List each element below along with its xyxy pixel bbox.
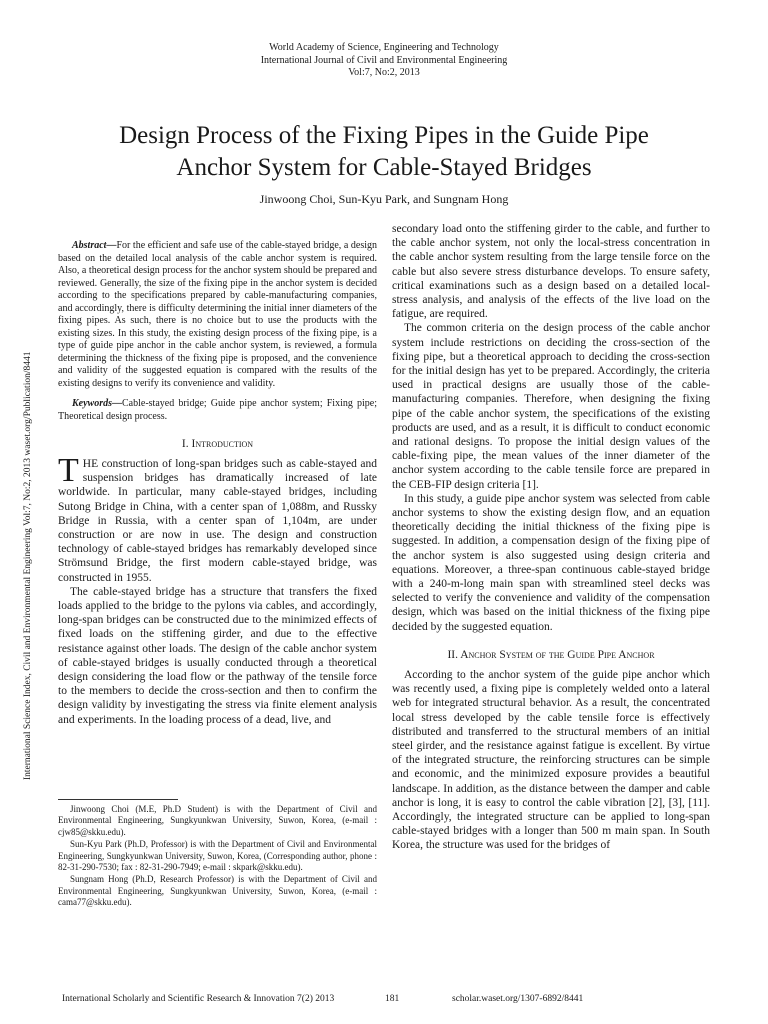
paper-title-line-2: Anchor System for Cable-Stayed Bridges (176, 154, 592, 181)
right-paragraph-4: According to the anchor system of the guide pipe anchor which was recently used, a fixing pipe is completely welded onto a lateral web for integrated structural behavior. As a result, the concentrated local stress developed by the cable tensile force is effectively distributed and transferred to the structural members of an initial steel girder, and the resistance against fatigue is excellent. By virtue of the integrated structure, the reinforcing structures can be simple and economic, and the minimized exposure provides a beautiful landscape. In addition, as the distance between the damper and cable anchor is long, it is easy to control the cable vibration [2], [3], [11]. Accordingly, the integrated structure can be applied to long-span cable-stayed bridges with a longer than 500 m main span. In South Korea, the structure was used for the bridges of (392, 668, 710, 852)
footnote-divider (58, 799, 178, 800)
right-column (392, 222, 710, 853)
footnote-author-2: Sun-Kyu Park (Ph.D, Professor) is with the Department of Civil and Environmental Engineering, Sungkyunkwan University, Suwon, Korea, (Corresponding author, phone : 82-31-290-7530; fax : 82-31-290-7949; e-mail : skpark@skku.edu). (58, 839, 377, 873)
abstract-text: For the efficient and safe use of the cable-stayed bridge, a design based on the detailed local analysis of the cable anchor system is required. Also, a theoretical design process for the anchor system should be prepared and reviewed. Generally, the size of the fixing pipe in the anchor system is decided according to the specifications prepared by cable-manufacturing companies, and accordingly, there is difficulty determining the initial inner diameters of the fixing pipes. As such, there is no choice but to use the products with the existing sizes. In this study, the existing design process of the fixing pipe, is a type of guide pipe anchor in the cable anchor system, is reviewed, a formula determining the thickness of the fixing pipe is proposed, and the convenience and validity of the suggested equation is compared with the results of the existing designs to verify its convenience and validity. (58, 240, 377, 389)
section-heading-anchor-system: II. Anchor System of the Guide Pipe Anchor (447, 648, 655, 661)
journal-header (0, 42, 768, 80)
paper-authors: Jinwoong Choi, Sun-Kyu Park, and Sungnam Hong (259, 192, 509, 206)
abstract (58, 240, 377, 390)
left-column (58, 240, 377, 727)
right-paragraph-2: The common criteria on the design process of the cable anchor system include restrictions on deciding the cross-section of the fixing pipe, but a theoretical approach to deciding the cross-section for the initial design has yet to be prepared. Accordingly, the criteria used in practical designs are usually those of the cable-manufacturing companies. Therefore, when designing the fixing pipe of the cable anchor system, the specifications of the existing products are used, and as a result, it is difficult to conduct economic and rational designs. To propose the initial design values of the cable-fixing pipe, the mean values of the inner diameter of the anchor system according to the cable tensile force are prepared in the CEB-FIP design criteria [1]. (392, 322, 710, 491)
page-footer (0, 992, 768, 1006)
paper-title (40, 120, 728, 184)
journal-publisher: World Academy of Science, Engineering and Technology (269, 42, 499, 53)
intro-paragraph-1-text: HE construction of long-span bridges such as cable-stayed and suspension bridges has dramatically increased of late worldwide. In particular, many cable-stayed bridges, including Sutong Bridge in China, with a center span of 1,088m, and Russky Bridge in Russia, with a center span of 1,104m, are under construction or are now in use. The design and construction technology of cable-stayed bridges has remarkably developed since Strömsund Bridge, the first modern cable-stayed bridge, was constructed in 1955. (58, 458, 377, 584)
side-citation-label: International Science Index, Civil and Environmental Engineering Vol:7, No:2, 2013 waset.org/Publication/8441 (23, 351, 33, 780)
keywords-text: Cable-stayed bridge; Guide pipe anchor system; Fixing pipe; Theoretical design process. (58, 398, 377, 422)
journal-volume: Vol:7, No:2, 2013 (348, 67, 420, 78)
footer-link[interactable]: scholar.waset.org/1307-6892/8441 (452, 994, 584, 1004)
intro-paragraph-1 (58, 452, 377, 585)
footnote-author-3: Sungnam Hong (Ph.D, Research Professor) is with the Department of Civil and Environmental Engineering, Sungkyunkwan University, Suwon, Korea, (e-mail : cama77@skku.edu). (58, 874, 377, 908)
intro-paragraph-2: The cable-stayed bridge has a structure that transfers the fixed loads applied to the bridge to the pylons via cables, and accordingly, long-span bridges can be constructed due to the minimized effects of fixed loads on the stiffening girder, and due to the effective resistance against other loads. The design of the cable anchor system of cable-stayed bridges is usually conducted through a theoretical design considering the load flow or the pathway of the tensile force to the members to decide the cross-section and then to confirm the design validity by investigating the stress via finite element analysis and experiments. In the loading process of a dead, live, and (58, 585, 377, 726)
drop-cap: T (58, 452, 79, 489)
journal-name: International Journal of Civil and Environmental Engineering (260, 54, 508, 66)
page-number: 181 (385, 994, 400, 1004)
abstract-label: Abstract (72, 240, 107, 251)
keywords-dash: — (112, 398, 122, 409)
keywords-label: Keywords (72, 398, 112, 409)
footer-publisher: International Scholarly and Scientific Research & Innovation 7(2) 2013 (62, 994, 335, 1004)
right-paragraph-1: secondary load onto the stiffening girder to the cable, and further to the cable anchor system, not only the local-stress concentration in the cable anchor system resulting from the large tensile force on the cable but also severe stress disturbance develops. To ensure safety, critical examinations such as a design based on a detailed local-stress analysis, and analysis of the effects of the live load on the fatigue, are required. (392, 223, 710, 321)
abstract-dash: — (106, 240, 117, 251)
author-footnotes (58, 804, 377, 910)
footnote-author-1: Jinwoong Choi (M.E, Ph.D Student) is with the Department of Civil and Environmental Engineering, Sungkyunkwan University, Suwon, Korea, (e-mail : cjw85@skku.edu). (58, 804, 377, 837)
keywords (58, 398, 377, 423)
section-heading-introduction: I. Introduction (181, 438, 254, 450)
paper-title-line-1: Design Process of the Fixing Pipes in the Guide Pipe (119, 122, 649, 149)
right-paragraph-3: In this study, a guide pipe anchor system was selected from cable anchor systems to show the existing design flow, and an equation theoretically deciding the initial thickness of the fixing pipe is suggested. In addition, a compensation design of the fixing pipe of the anchor system is also suggested using design criteria and equations. Moreover, a three-span continuous cable-stayed bridge with a 240-m-long main span with streamlined steel decks was selected to verify the convenience and validity of the compensation design, which was based on the initial thickness of the fixing pipe decided by the suggested equation. (392, 492, 710, 633)
